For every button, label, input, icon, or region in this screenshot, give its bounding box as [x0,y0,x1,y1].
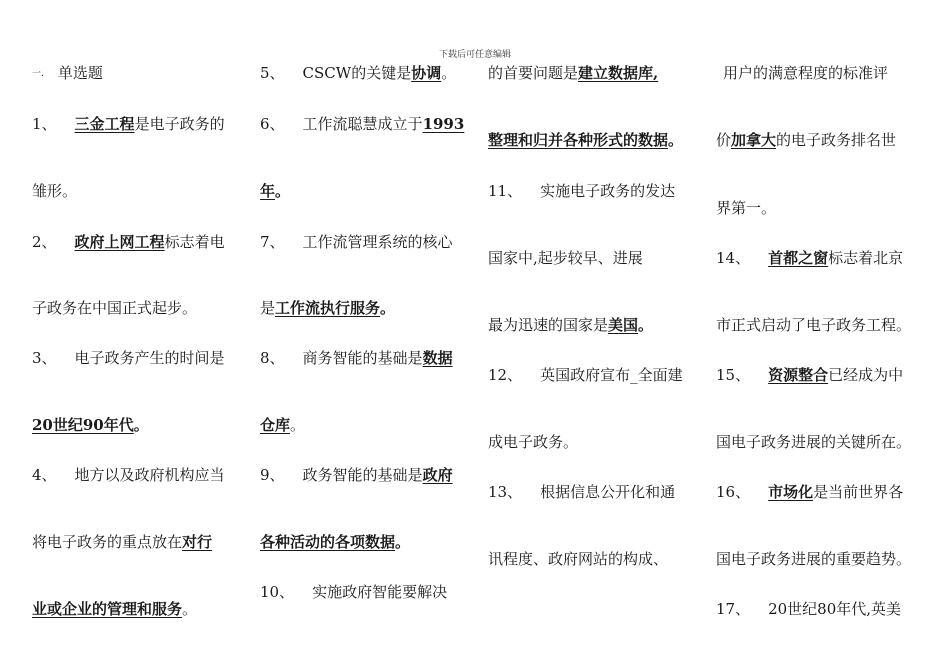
question-text: 是电子政务的 [134,115,225,133]
question-12 [488,365,683,385]
question-10-cont [488,63,658,83]
question-text: 最为迅速的国家是 [488,316,609,334]
question-text: 根据信息公开化和通 [540,483,676,501]
punct: 。 [290,416,306,434]
answer: 业或企业的管理和服务 [32,600,183,618]
question-13-cont-4: 界第一。 [716,199,777,217]
question-13-cont: 讯程度、政府网站的构成、 [488,550,669,568]
question-17 [716,599,901,619]
question-number: 1、 [32,115,57,133]
answer: 政府 [422,466,453,484]
punct: 。 [668,131,684,149]
question-11-cont-2 [488,315,653,335]
question-number: 8、 [260,349,285,367]
question-text: 标志着北京 [828,249,904,267]
answer: 美国 [608,316,639,334]
answer: 工作流执行服务 [275,299,381,317]
question-1 [32,114,225,134]
question-text: 的首要问题是 [488,64,579,82]
question-number: 15、 [716,366,751,384]
question-9-cont [260,532,410,552]
question-15-cont: 国电子政务进展的关键所在。 [716,433,912,451]
question-13-cont-3 [716,130,896,150]
question-15 [716,365,903,385]
question-number: 12、 [488,366,523,384]
question-text: 是当前世界各 [813,483,904,501]
answer: 三金工程 [74,115,135,133]
answer: 加拿大 [731,131,777,149]
answer: 政府上网工程 [74,233,165,251]
question-13-cont-2: 用户的满意程度的标准评 [723,64,889,82]
punct: 。 [395,533,411,551]
question-number: 14、 [716,249,751,267]
question-number: 10、 [260,583,295,601]
question-text: 工作流管理系统的核心 [302,233,453,251]
answer: 对行 [182,533,213,551]
question-10-cont-2 [488,130,683,150]
section-heading [32,63,103,84]
question-number: 9、 [260,466,285,484]
question-4-cont-2 [32,599,197,619]
question-16-cont: 国电子政务进展的重要趋势。 [716,550,912,568]
question-text: CSCW的关键是 [302,64,412,82]
question-16 [716,482,903,502]
question-text: 政务智能的基础是 [302,466,423,484]
question-7-cont [260,298,395,318]
answer: 年 [260,182,276,200]
question-6 [260,114,464,134]
question-5 [260,63,456,83]
section-mark: 一. [32,69,44,79]
question-4 [32,465,225,485]
question-number: 6、 [260,115,285,133]
question-number: 17、 [716,600,751,618]
answer: 建立数据库, [578,64,659,82]
page-header: 下载后可任意编辑 [438,50,511,60]
question-8-cont [260,415,305,435]
question-1-cont: 雏形。 [32,182,78,200]
question-text: 地方以及政府机构应当 [74,466,225,484]
answer: 1993 [422,115,465,133]
question-8 [260,348,453,368]
question-number: 4、 [32,466,57,484]
question-text: 标志着电 [164,233,225,251]
answer: 协调 [411,64,442,82]
question-text: 价 [716,131,732,149]
question-12-cont: 成电子政务。 [488,433,579,451]
question-text: 20世纪80年代,英美 [768,600,902,618]
question-3 [32,348,225,368]
question-text: 实施电子政务的发达 [540,182,676,200]
question-number: 3、 [32,349,57,367]
question-6-cont [260,181,290,201]
answer: 首都之窗 [768,249,829,267]
question-number: 16、 [716,483,751,501]
question-text: 将电子政务的重点放在 [32,533,183,551]
question-number: 5、 [260,64,285,82]
question-number: 2、 [32,233,57,251]
answer: 市场化 [768,483,814,501]
answer: 资源整合 [768,366,829,384]
question-text: 的电子政务排名世 [776,131,897,149]
question-number: 13、 [488,483,523,501]
punct: 。 [133,416,149,434]
question-number: 7、 [260,233,285,251]
question-14-cont: 市正式启动了电子政务工程。 [716,316,912,334]
punct: 。 [441,64,457,82]
section-title: 单选题 [57,64,103,82]
question-11 [488,181,675,201]
punct: 。 [182,600,198,618]
question-text: 英国政府宣布_全面建 [540,366,683,384]
question-11-cont: 国家中,起步较早、进展 [488,249,643,267]
question-7 [260,232,453,252]
punct: 。 [380,299,396,317]
question-text: 商务智能的基础是 [302,349,423,367]
punct: 。 [638,316,654,334]
question-text: 实施政府智能要解决 [312,583,448,601]
question-2 [32,232,225,252]
question-14 [716,248,903,268]
question-text: 已经成为中 [828,366,904,384]
question-13 [488,482,675,502]
punct: 。 [275,182,291,200]
question-number: 11、 [488,182,523,200]
question-2-cont: 子政务在中国正式起步。 [32,299,198,317]
question-4-cont [32,532,212,552]
answer: 20世纪90年代 [32,416,134,434]
question-3-cont [32,415,149,435]
answer: 数据 [422,349,453,367]
answer: 整理和归并各种形式的数据 [488,131,669,149]
question-text: 是 [260,299,276,317]
question-text: 电子政务产生的时间是 [74,349,225,367]
question-10 [260,582,447,602]
question-text: 工作流聪慧成立于 [302,115,423,133]
answer: 仓库 [260,416,291,434]
answer: 各种活动的各项数据 [260,533,396,551]
question-9 [260,465,453,485]
